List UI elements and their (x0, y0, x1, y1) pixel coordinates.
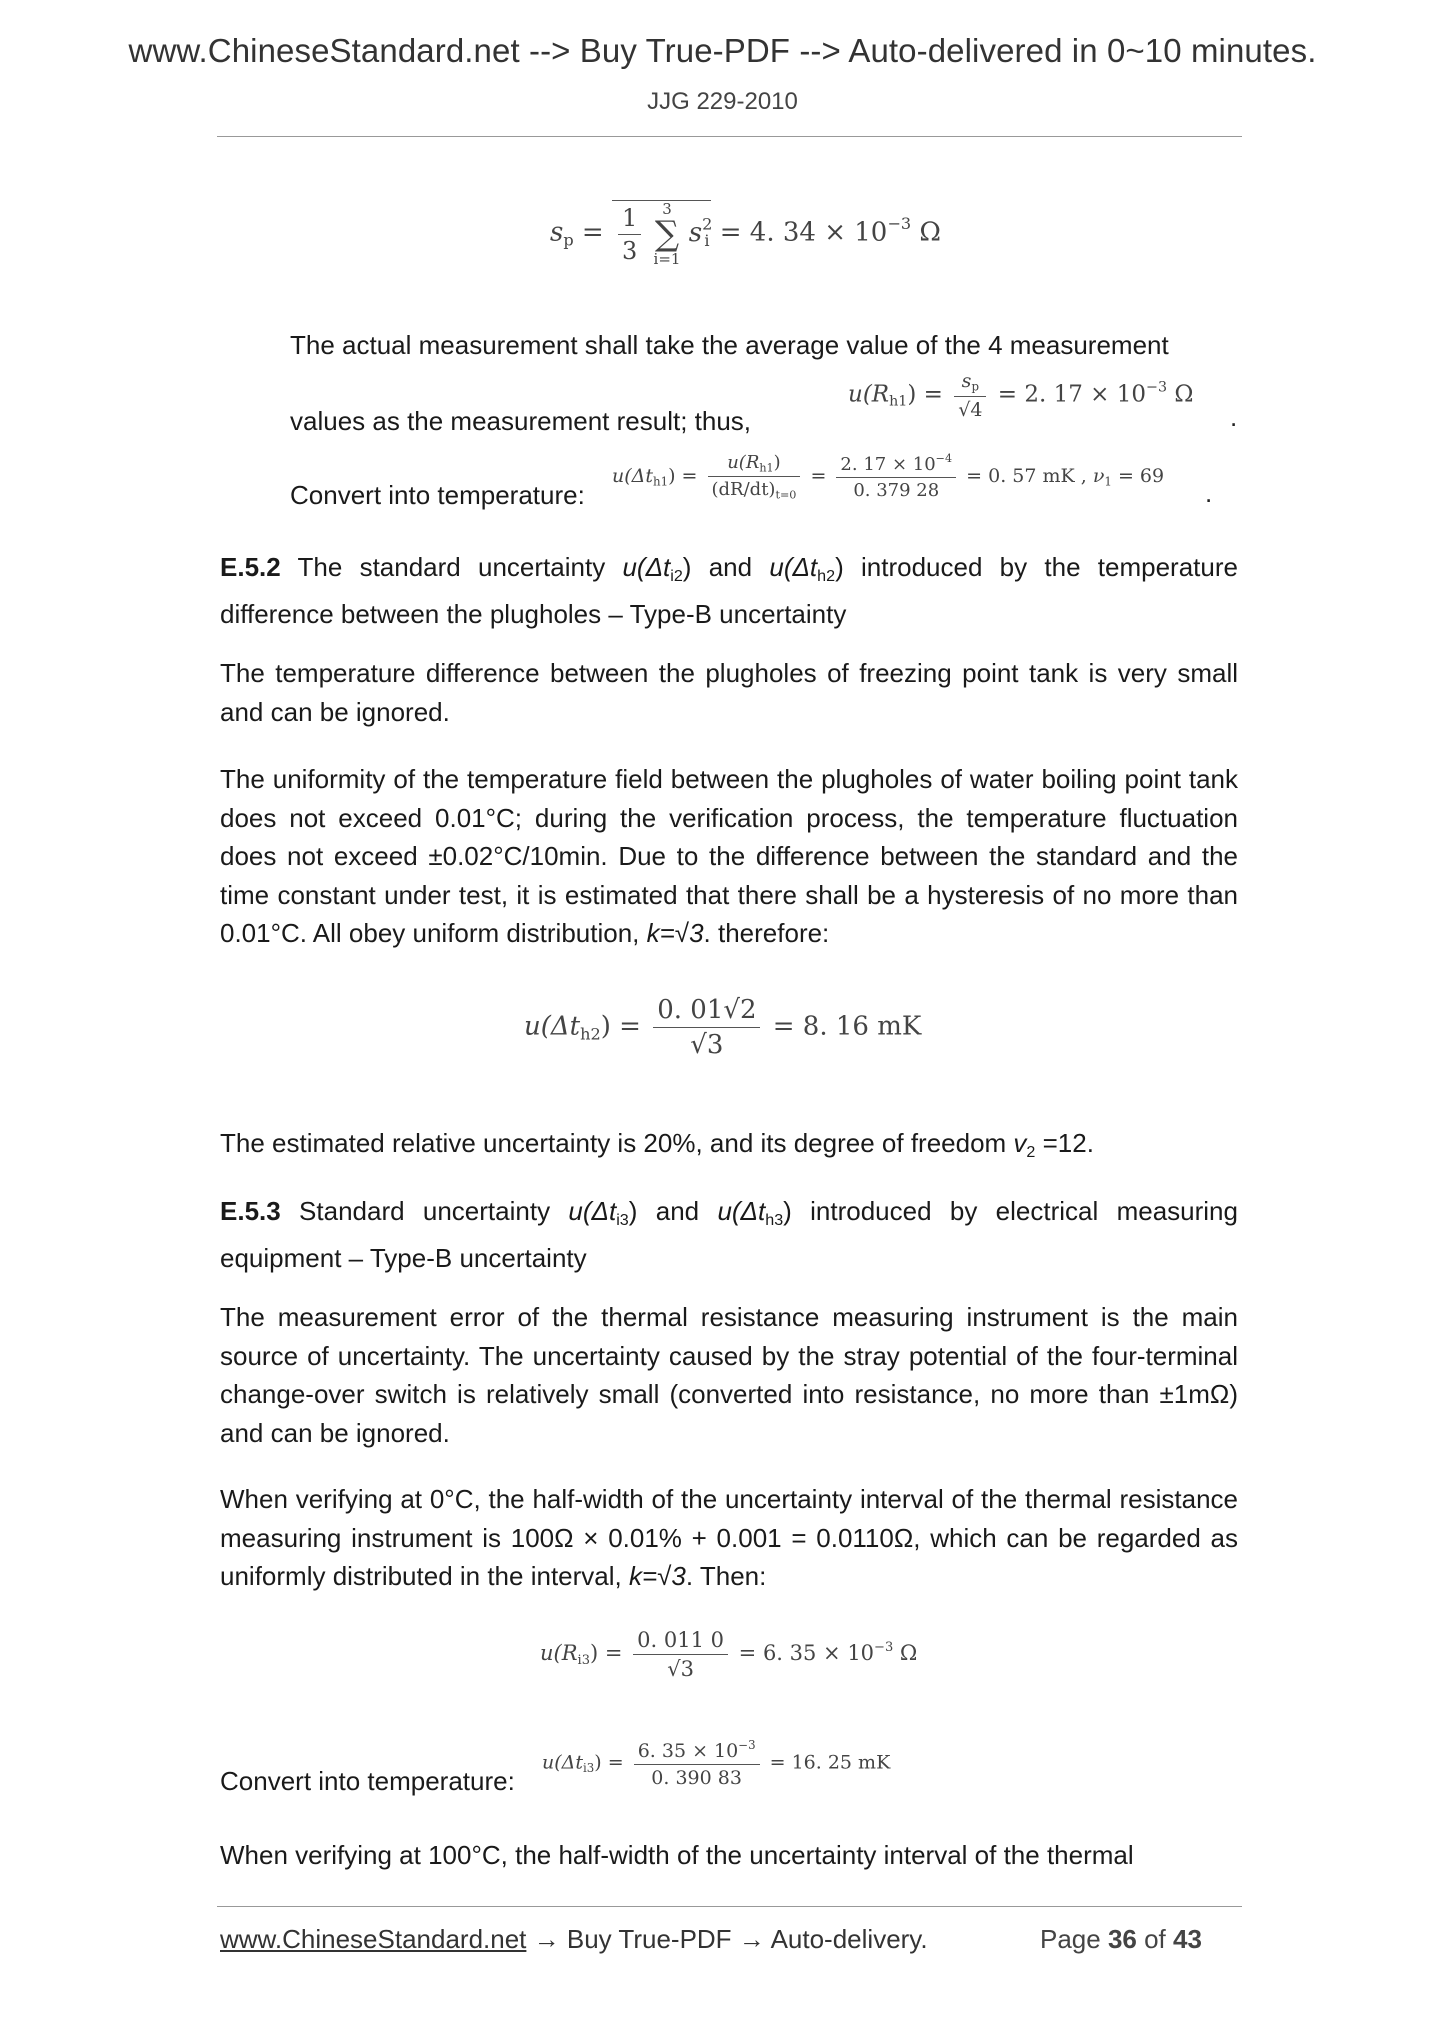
paragraph-estimated: The estimated relative uncertainty is 20%, and its degree of freedom $v_2 =12$. (220, 1128, 1094, 1161)
formula-u-dti3: $u(\Delta t_{i3})$ = $\frac{6. 35 \times 10^{-3}}{0. 390 83}$ = 16. 25 mK (542, 1738, 891, 1790)
page-total: 43 (1173, 1924, 1202, 1954)
paragraph-verify-100: When verifying at 100°C, the half-width of the uncertainty interval of the thermal (220, 1840, 1134, 1870)
footer-site-link[interactable]: www.ChineseStandard.net (220, 1924, 527, 1954)
section-e52: E.5.2 The standard uncertainty $u(\Delta t_{i2})$ and $u(\Delta t_{h2})$ introduced by the temperature difference between the plugholes – Type-B uncertainty (220, 552, 1238, 630)
section-number: E.5.3 (220, 1196, 281, 1226)
paragraph-average: The actual measurement shall take the average value of the 4 measurement (290, 330, 1169, 360)
formula-u-dth1: $u(\Delta t_{h1})$ = $\frac{u(R_{h1})}{(dR/dt)_{t=0}}$ = $\frac{2. 17 \times 10^{-4}}{0. 379 28}$ = 0. 57 mK , $\nu_1 = 69$ (612, 452, 1165, 502)
page-number: 36 (1107, 1924, 1137, 1954)
section-number: E.5.2 (220, 552, 281, 582)
top-banner: www.ChineseStandard.net --> Buy True-PDF --> Auto-delivered in 0~10 minutes. (128, 32, 1317, 69)
formula-u-dth2: $u(\Delta t_{h2})$ = $\frac{0. 01√2}{√3}$ = 8. 16 mK (524, 995, 922, 1060)
paragraph-measurement-error: The measurement error of the thermal resistance measuring instrument is the main source of uncertainty. The uncertainty caused by the stray potential of the four-terminal change-over switch is relatively small (converted into resistance, no more than ±1mΩ) and can be ignored. (220, 1302, 1238, 1448)
page-indicator: Page 36 of 43 (1040, 1924, 1202, 1954)
paragraph-verify-0: When verifying at 0°C, the half-width of the uncertainty interval of the thermal resistance measuring instrument is 100Ω × 0.01% + 0.001 = 0.0110Ω, which can be regarded as uniformly distributed in the interval, k=√3. Then: (220, 1484, 1238, 1591)
paragraph-values: values as the measurement result; thus, (290, 406, 752, 436)
section-e53: E.5.3 Standard uncertainty $u(\Delta t_{i3})$ and $u(\Delta t_{h3})$ introduced by electrical measuring equipment – Type-B uncertainty (220, 1196, 1238, 1274)
footer-rule (217, 1906, 1242, 1907)
header-rule (217, 136, 1242, 137)
formula-u-rh1: $u(R_{h1})$ = $\frac{s_p}{√4}$ = 2. $17 \times 10^{-3}$ Ω (848, 370, 1194, 421)
paragraph-uniformity: The uniformity of the temperature field between the plugholes of water boiling point tank does not exceed 0.01°C; during the verification process, the temperature fluctuation does not exceed ±0.02°C/10min. Due to the difference between the standard and the time constant under test, it is estimated that there shall be a hysteresis of no more than 0.01°C. All obey uniform distribution, k=√3. therefore: (220, 764, 1238, 948)
convert-label-1: Convert into temperature: (290, 480, 585, 510)
paragraph-freezing: The temperature difference between the plugholes of freezing point tank is very small and can be ignored. (220, 658, 1238, 727)
formula-u-ri3: $u(R_{i3})$ = $\frac{0. 011 0}{√3}$ = 6. $35 \times 10^{-3}$ Ω (540, 1628, 918, 1681)
formula-sp: $s_p$ = $\frac{1}{3}$ 3 ∑ i=1 $s^2_i = 4$. $34 \times 10^{-3}$ Ω (550, 200, 941, 268)
convert-label-2: Convert into temperature: (220, 1766, 515, 1796)
document-id: JJG 229-2010 (647, 88, 798, 115)
period: . (1230, 402, 1238, 432)
period: . (1205, 478, 1213, 508)
footer-text: www.ChineseStandard.net → Buy True-PDF → Auto-delivery. (220, 1924, 928, 1954)
